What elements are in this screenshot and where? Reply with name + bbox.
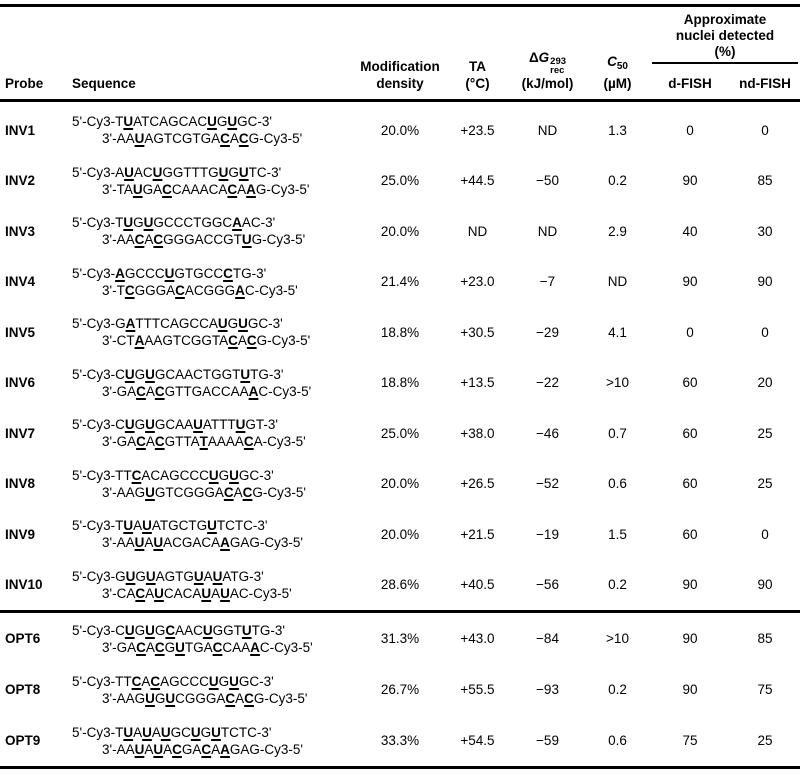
table-body-inv-section bbox=[0, 102, 800, 610]
probe-label: INV5 bbox=[5, 324, 36, 340]
table-row bbox=[0, 206, 800, 257]
column-header-sequence: Sequence bbox=[72, 76, 136, 91]
c50-value: 0.6 bbox=[608, 733, 627, 748]
modified-base: U bbox=[143, 215, 154, 231]
table-header bbox=[0, 7, 800, 99]
probe-label: INV7 bbox=[5, 425, 36, 441]
probe-label: INV4 bbox=[5, 274, 36, 290]
c50-value: 1.3 bbox=[608, 122, 627, 138]
dfish-value: 0 bbox=[686, 122, 694, 138]
probe-label: INV6 bbox=[5, 375, 36, 391]
modified-base: C bbox=[131, 673, 142, 689]
modified-base: C bbox=[162, 181, 172, 197]
probe-label: OPT6 bbox=[5, 631, 41, 646]
sequence-cell bbox=[62, 724, 355, 758]
modification-density-value: 33.3% bbox=[380, 733, 420, 748]
dfish-value: 90 bbox=[682, 274, 698, 290]
modification-density-value: 20.0% bbox=[380, 476, 420, 492]
c50-value: >10 bbox=[606, 375, 629, 391]
probe-label: INV8 bbox=[5, 476, 36, 492]
modified-base: U bbox=[238, 316, 248, 332]
sequence-cell bbox=[62, 517, 355, 551]
modified-base: C bbox=[227, 181, 238, 197]
sequence-strand-bottom: 3'-AAGUGUCGGGACACG-Cy3-5' bbox=[102, 690, 308, 706]
modified-base: U bbox=[123, 114, 134, 130]
ndfish-value: 85 bbox=[757, 173, 773, 189]
modified-base: U bbox=[212, 568, 223, 584]
ta-value: +44.5 bbox=[460, 173, 495, 189]
sequence-cell bbox=[62, 467, 355, 501]
modified-base: U bbox=[207, 518, 217, 534]
dfish-value: 60 bbox=[682, 476, 698, 492]
sequence-strand-top: 5'-Cy3-CUGUGCAAUATTTUGT-3' bbox=[72, 417, 278, 433]
sequence-strand-bottom: 3'-GACACGTTGACCAAAC-Cy3-5' bbox=[102, 383, 312, 399]
probe-label: INV3 bbox=[5, 223, 36, 239]
modified-base: C bbox=[223, 484, 234, 500]
modified-base: U bbox=[202, 622, 213, 638]
ta-value: +40.5 bbox=[460, 577, 495, 593]
table-body-opt-section bbox=[0, 613, 800, 766]
sequence-strand-top: 5'-Cy3-TUATCAGCACUGUGC-3' bbox=[72, 114, 272, 130]
c50-value: 0.2 bbox=[608, 577, 627, 593]
modified-base: U bbox=[207, 114, 217, 130]
dfish-value: 60 bbox=[682, 425, 698, 441]
c50-value: 2.9 bbox=[608, 223, 627, 239]
ndfish-value: 30 bbox=[757, 223, 773, 239]
modified-base: U bbox=[165, 690, 176, 706]
modification-density-value: 20.0% bbox=[380, 223, 420, 239]
sequence-strand-top: 5'-Cy3-AUACUGGTTTGUGUTC-3' bbox=[72, 164, 282, 180]
c50-symbol: $C_{50}$ bbox=[607, 54, 628, 72]
delta-g-value: −7 bbox=[539, 274, 556, 290]
c50-value: 0.2 bbox=[608, 173, 627, 189]
table-row bbox=[0, 613, 800, 664]
sequence-cell bbox=[62, 673, 355, 707]
sequence-strand-bottom: 3'-CTAAAGTCGGTACACG-Cy3-5' bbox=[102, 333, 311, 349]
ta-value: +43.0 bbox=[460, 631, 495, 646]
dfish-value: 0 bbox=[686, 324, 694, 340]
sequence-strand-bottom: 3'-AACACGGGACCGTUG-Cy3-5' bbox=[102, 232, 306, 248]
sequence-cell bbox=[62, 164, 355, 198]
ndfish-value: 90 bbox=[757, 274, 773, 290]
sequence-strand-bottom: 3'-CACAUCACAUAUAC-Cy3-5' bbox=[102, 585, 292, 601]
modified-base: A bbox=[248, 383, 259, 399]
table-row bbox=[0, 715, 800, 766]
modified-base: U bbox=[241, 232, 252, 248]
modified-base: U bbox=[240, 366, 251, 382]
column-header-ta: TA (°C) bbox=[465, 59, 490, 91]
dfish-value: 90 bbox=[682, 682, 698, 697]
modified-base: C bbox=[154, 434, 165, 450]
sequence-cell bbox=[62, 416, 355, 450]
modified-base: U bbox=[132, 181, 143, 197]
modified-base: U bbox=[217, 316, 228, 332]
probe-label: INV9 bbox=[5, 526, 36, 542]
modified-base: U bbox=[208, 673, 219, 689]
modified-base: U bbox=[152, 164, 163, 180]
modified-base: C bbox=[238, 131, 249, 147]
modified-base: C bbox=[201, 741, 212, 757]
delta-g-value: ND bbox=[537, 122, 558, 138]
modified-base: U bbox=[241, 622, 252, 638]
modification-density-value: 18.8% bbox=[380, 324, 420, 340]
table-row bbox=[0, 257, 800, 308]
modification-density-value: 20.0% bbox=[380, 526, 420, 542]
column-header-row bbox=[0, 49, 800, 92]
modified-base: C bbox=[154, 383, 165, 399]
dfish-value: 40 bbox=[682, 223, 698, 239]
table-bottom-rule bbox=[0, 766, 800, 769]
modified-base: U bbox=[142, 518, 152, 534]
ta-value: +23.0 bbox=[460, 274, 495, 290]
modified-base: C bbox=[172, 741, 182, 757]
probe-label: INV1 bbox=[5, 122, 36, 138]
modified-base: U bbox=[145, 417, 155, 433]
column-header-dfish: d-FISH bbox=[668, 76, 712, 91]
ndfish-value: 85 bbox=[757, 631, 773, 646]
ta-value: +30.5 bbox=[460, 324, 495, 340]
column-header-c50: $C_{50}$ (µM) bbox=[585, 53, 650, 92]
sequence-strand-bottom: 3'-AAUAGTCGTGACACG-Cy3-5' bbox=[102, 131, 303, 147]
dfish-value: 60 bbox=[682, 526, 698, 542]
modification-density-value: 26.7% bbox=[380, 682, 420, 697]
delta-g-value: −29 bbox=[536, 324, 559, 340]
modified-base: U bbox=[154, 585, 164, 601]
c50-value: >10 bbox=[606, 631, 629, 646]
modified-base: U bbox=[193, 417, 203, 433]
delta-g-value: −22 bbox=[536, 375, 559, 391]
probe-label: OPT8 bbox=[5, 682, 41, 697]
sequence-strand-top: 5'-Cy3-TUAUATGCTGUTCTC-3' bbox=[72, 518, 268, 534]
modified-base: U bbox=[134, 741, 145, 757]
sequence-cell bbox=[62, 622, 355, 656]
ta-value: ND bbox=[467, 223, 488, 239]
delta-g-value: −84 bbox=[536, 631, 559, 646]
ta-value: +54.5 bbox=[460, 733, 495, 748]
probe-label: INV2 bbox=[5, 173, 36, 189]
modified-base: U bbox=[145, 484, 155, 500]
sequence-cell bbox=[62, 568, 355, 602]
delta-g-symbol: ΔG 293 rec bbox=[528, 50, 567, 76]
modified-base: C bbox=[136, 639, 146, 655]
table-row bbox=[0, 509, 800, 560]
modified-base: C bbox=[165, 622, 176, 638]
modified-base: C bbox=[212, 639, 223, 655]
modified-base: C bbox=[242, 484, 253, 500]
sequence-cell bbox=[62, 265, 355, 299]
modified-base: U bbox=[145, 568, 156, 584]
ta-value: +13.5 bbox=[460, 375, 495, 391]
dfish-value: 60 bbox=[682, 375, 698, 391]
modified-base: C bbox=[228, 333, 238, 349]
c50-value: 4.1 bbox=[608, 324, 627, 340]
spanning-header-label: Approximate nuclei detected (%) bbox=[675, 12, 775, 59]
column-header-delta-g: ΔG 293 rec (kJ/mol) bbox=[510, 49, 585, 92]
modified-base: U bbox=[193, 568, 204, 584]
dfish-value: 90 bbox=[682, 631, 698, 646]
column-header-probe: Probe bbox=[5, 76, 44, 91]
ta-value: +26.5 bbox=[460, 476, 495, 492]
modified-base: T bbox=[199, 434, 208, 450]
delta-g-value: ND bbox=[537, 223, 558, 239]
table-row bbox=[0, 105, 800, 156]
modified-base: U bbox=[227, 114, 238, 130]
delta-g-value: −56 bbox=[536, 577, 559, 593]
modified-base: U bbox=[201, 585, 212, 601]
modified-base: U bbox=[164, 265, 175, 281]
modified-base: U bbox=[134, 535, 145, 551]
dfish-value: 75 bbox=[682, 733, 698, 748]
modified-base: U bbox=[123, 724, 134, 740]
ndfish-value: 25 bbox=[757, 476, 773, 492]
sequence-strand-top: 5'-Cy3-AGCCCUGTGCCCTG-3' bbox=[72, 265, 267, 281]
probe-label: INV10 bbox=[5, 577, 43, 593]
modified-base: U bbox=[153, 741, 164, 757]
table-row bbox=[0, 156, 800, 207]
modified-base: C bbox=[154, 639, 165, 655]
modified-base: C bbox=[175, 282, 185, 298]
column-header-ndfish: nd-FISH bbox=[739, 76, 791, 91]
sequence-strand-top: 5'-Cy3-GATTTCAGCCAUGUGC-3' bbox=[72, 316, 283, 332]
sequence-strand-top: 5'-Cy3-CUGUGCAACUGGTUTG-3' bbox=[72, 622, 285, 638]
sequence-strand-top: 5'-Cy3-CUGUGCAACTGGTUTG-3' bbox=[72, 366, 284, 382]
modified-base: A bbox=[232, 215, 242, 231]
modified-base: U bbox=[220, 585, 230, 601]
probe-label: OPT9 bbox=[5, 733, 41, 748]
sequence-strand-bottom: 3'-AAGUGTCGGGACACG-Cy3-5' bbox=[102, 484, 306, 500]
modified-base: U bbox=[235, 417, 246, 433]
modified-base: U bbox=[125, 568, 136, 584]
modified-base: A bbox=[235, 282, 245, 298]
delta-g-value: −50 bbox=[536, 173, 559, 189]
sequence-strand-top: 5'-Cy3-TTCACAGCCCUGUGC-3' bbox=[72, 467, 274, 483]
sequence-strand-bottom: 3'-GACACGTTATAAAACA-Cy3-5' bbox=[102, 434, 306, 450]
dfish-value: 90 bbox=[682, 173, 698, 189]
sequence-strand-bottom: 3'-TCGGGACACGGGAC-Cy3-5' bbox=[102, 282, 298, 298]
modification-density-value: 31.3% bbox=[380, 631, 420, 646]
ta-value: +55.5 bbox=[460, 682, 495, 697]
modification-density-value: 28.6% bbox=[380, 577, 420, 593]
modified-base: C bbox=[134, 232, 145, 248]
modified-base: U bbox=[160, 724, 171, 740]
modified-base: C bbox=[220, 131, 230, 147]
table-row bbox=[0, 664, 800, 715]
modified-base: C bbox=[153, 232, 164, 248]
modified-base: A bbox=[246, 181, 256, 197]
c50-value: 0.6 bbox=[608, 476, 627, 492]
ta-value: +23.5 bbox=[460, 122, 495, 138]
ndfish-value: 0 bbox=[761, 324, 769, 340]
ndfish-value: 25 bbox=[757, 733, 773, 748]
modified-base: U bbox=[229, 673, 239, 689]
delta-g-value: −52 bbox=[536, 476, 559, 492]
c50-value: 0.2 bbox=[608, 682, 627, 697]
c50-value: ND bbox=[607, 274, 628, 290]
sequence-cell bbox=[62, 214, 355, 248]
table-row bbox=[0, 408, 800, 459]
ta-value: +38.0 bbox=[460, 425, 495, 441]
modified-base: U bbox=[208, 467, 219, 483]
modification-density-value: 20.0% bbox=[380, 122, 420, 138]
modified-base: C bbox=[131, 467, 142, 483]
modified-base: U bbox=[123, 215, 134, 231]
modified-base: U bbox=[124, 164, 134, 180]
modified-base: C bbox=[243, 434, 254, 450]
modified-base: U bbox=[124, 417, 135, 433]
modified-base: U bbox=[123, 518, 134, 534]
sequence-strand-top: 5'-Cy3-TUGUGCCCTGGCAAC-3' bbox=[72, 215, 276, 231]
modified-base: C bbox=[246, 333, 257, 349]
modified-base: A bbox=[134, 333, 145, 349]
modified-base: U bbox=[175, 639, 185, 655]
modified-base: A bbox=[220, 741, 230, 757]
modified-base: U bbox=[145, 366, 155, 382]
sequence-strand-bottom: 3'-TAUGACCAAACACAAG-Cy3-5' bbox=[102, 181, 310, 197]
modified-base: C bbox=[150, 673, 161, 689]
modified-base: A bbox=[115, 265, 125, 281]
sequence-strand-bottom: 3'-AAUAUACGACAAGAG-Cy3-5' bbox=[102, 535, 303, 551]
column-header-modification-density: Modification density bbox=[360, 59, 440, 91]
modified-base: C bbox=[135, 585, 146, 601]
ndfish-value: 90 bbox=[757, 577, 773, 593]
modified-base: U bbox=[142, 724, 152, 740]
table-row bbox=[0, 560, 800, 611]
delta-g-value: −59 bbox=[536, 733, 559, 748]
ndfish-value: 0 bbox=[761, 526, 769, 542]
sequence-strand-bottom: 3'-AAUAUACGACAAGAG-Cy3-5' bbox=[102, 741, 303, 757]
modified-base: C bbox=[223, 265, 233, 281]
modification-density-value: 25.0% bbox=[380, 173, 420, 189]
delta-g-value: −46 bbox=[536, 425, 559, 441]
modified-base: U bbox=[134, 131, 145, 147]
modified-base: U bbox=[229, 467, 239, 483]
sequence-strand-top: 5'-Cy3-TUAUAUGCUGUTCTC-3' bbox=[72, 724, 272, 740]
delta-g-value: −19 bbox=[536, 526, 559, 542]
modified-base: U bbox=[145, 622, 155, 638]
modification-density-value: 18.8% bbox=[380, 375, 420, 391]
table-row bbox=[0, 459, 800, 510]
delta-g-value: −93 bbox=[536, 682, 559, 697]
modified-base: C bbox=[136, 434, 146, 450]
sequence-cell bbox=[62, 113, 355, 147]
sequence-strand-top: 5'-Cy3-TTCACAGCCCUGUGC-3' bbox=[72, 673, 274, 689]
modification-density-value: 25.0% bbox=[380, 425, 420, 441]
modified-base: U bbox=[124, 622, 135, 638]
c50-value: 1.5 bbox=[608, 526, 627, 542]
modified-base: A bbox=[125, 316, 136, 332]
modified-base: A bbox=[220, 535, 230, 551]
modified-base: A bbox=[250, 639, 260, 655]
modified-base: U bbox=[153, 535, 164, 551]
modified-base: U bbox=[190, 724, 201, 740]
modified-base: C bbox=[124, 282, 135, 298]
ndfish-value: 75 bbox=[757, 682, 773, 697]
ta-value: +21.5 bbox=[460, 526, 495, 542]
ndfish-value: 0 bbox=[761, 122, 769, 138]
ndfish-value: 25 bbox=[757, 425, 773, 441]
c50-value: 0.7 bbox=[608, 425, 627, 441]
modified-base: U bbox=[124, 366, 135, 382]
modified-base: U bbox=[218, 164, 229, 180]
modified-base: U bbox=[238, 164, 249, 180]
table-row bbox=[0, 307, 800, 358]
sequence-strand-top: 5'-Cy3-GUGUAGTGUAUATG-3' bbox=[72, 568, 264, 584]
sequence-cell bbox=[62, 366, 355, 400]
modified-base: C bbox=[136, 383, 146, 399]
dfish-value: 90 bbox=[682, 577, 698, 593]
sequence-cell bbox=[62, 315, 355, 349]
modification-density-value: 21.4% bbox=[380, 274, 420, 290]
modified-base: C bbox=[225, 690, 236, 706]
modified-base: U bbox=[211, 724, 221, 740]
modified-base: C bbox=[244, 690, 254, 706]
ndfish-value: 20 bbox=[757, 375, 773, 391]
table-row bbox=[0, 358, 800, 409]
sequence-strand-bottom: 3'-GACACGUTGACCAAAC-Cy3-5' bbox=[102, 639, 313, 655]
modified-base: U bbox=[145, 690, 155, 706]
